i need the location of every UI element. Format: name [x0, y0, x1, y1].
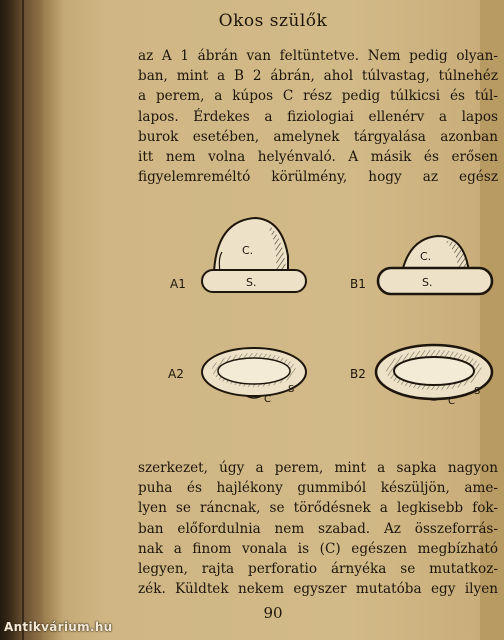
text-line: lyen se ráncnak, se törődésnek a legkisebb fok- [138, 500, 498, 517]
page-number: 90 [263, 604, 283, 622]
label-c: C [264, 394, 271, 405]
text-line: figyelemreméltó körülmény, hogy az egész [138, 169, 498, 186]
spine-fold [22, 0, 24, 640]
label-s: S. [246, 276, 257, 289]
diagram-b2 [350, 345, 492, 407]
text-line: ban, mint a B 2 ábrán, ahol túlvastag, túlnehéz [138, 68, 498, 85]
text-line: az A 1 ábrán van feltüntetve. Nem pedig olyan- [138, 48, 498, 64]
label-s: S [474, 386, 481, 397]
book-spine [0, 0, 52, 640]
diagram-a2 [168, 348, 306, 405]
text-line: a perem, a kúpos C rész pedig túlkicsi és túl- [138, 88, 498, 105]
text-line: ban előfordulnia nem szabad. Az összeforrás- [138, 520, 498, 537]
diagram-b1 [350, 236, 492, 294]
paragraph-bottom [138, 458, 498, 599]
text-line: szerkezet, úgy a perem, mint a sapka nagyon [138, 460, 498, 476]
text-line: itt nem volna helyénvaló. A másik és erősen [138, 149, 498, 166]
label-a2: A2 [168, 367, 184, 381]
label-b2: B2 [350, 367, 366, 381]
text-line: nak a finom vonala is (C) egészen megbízható [138, 540, 498, 557]
label-c: C. [420, 250, 432, 263]
label-b1: B1 [350, 277, 366, 291]
label-c: C. [242, 244, 254, 257]
book-page [46, 0, 498, 640]
text-line: burok esetében, amelynek tárgyalása azonban [138, 128, 498, 145]
label-s: S [288, 384, 295, 395]
text-line: lapos. Érdekes a fiziologiai ellenérv a lapos [138, 108, 498, 125]
label-a1: A1 [170, 277, 186, 291]
label-c: C [448, 396, 455, 407]
page-header: Okos szülők [218, 11, 328, 31]
paragraph-top [138, 46, 498, 187]
text-line: puha és hajlékony gummiból készüljön, ame- [138, 480, 498, 497]
pessary-figure [168, 206, 504, 426]
diagram-a1 [170, 218, 306, 292]
text-line: zék. Küldtek nekem egyszer mutatóba egy ilyen [138, 581, 498, 598]
text-line: legyen, rajta perforatio árnyéka se mutatkoz- [138, 561, 498, 578]
label-s: S. [422, 276, 433, 289]
watermark: Antikvárium.hu [4, 620, 113, 634]
